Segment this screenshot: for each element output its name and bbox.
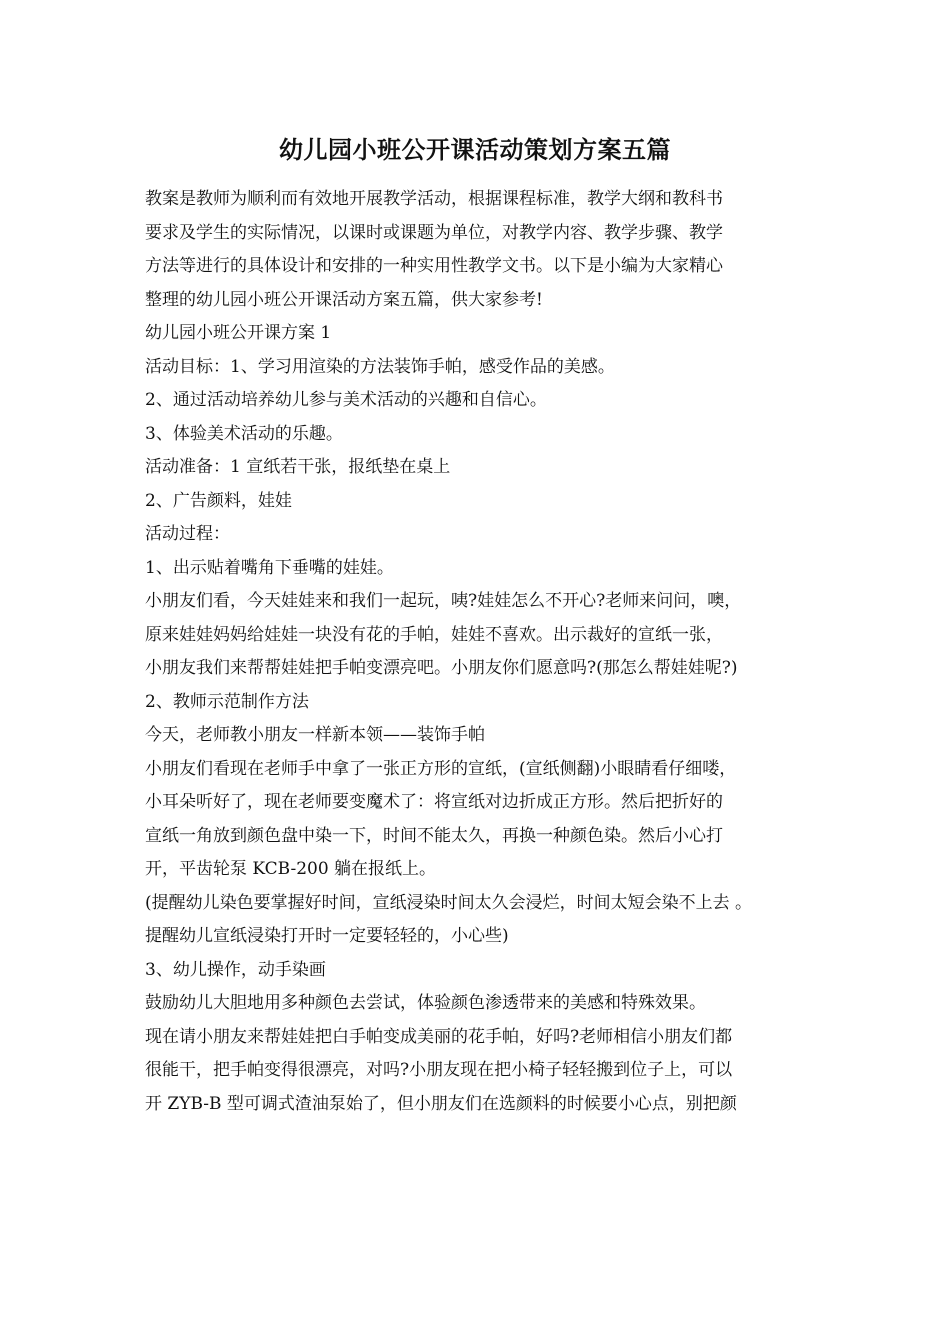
text-line: 活动准备：1 宣纸若干张，报纸垫在桌上 xyxy=(145,457,451,477)
text-line: (提醒幼儿染色要掌握好时间，宣纸浸染时间太久会浸烂，时间太短会染不上去 。 xyxy=(145,892,753,913)
text-line: 活动目标：1、学习用渲染的方法装饰手帕，感受作品的美感。 xyxy=(145,356,615,377)
text-line: 2、通过活动培养幼儿参与美术活动的兴趣和自信心。 xyxy=(145,390,547,410)
text-line: 教案是教师为顺利而有效地开展教学活动，根据课程标准，教学大纲和教科书 xyxy=(145,189,723,209)
text-line: 提醒幼儿宣纸浸染打开时一定要轻轻的，小心些) xyxy=(145,926,509,946)
text-line: 2、教师示范制作方法 xyxy=(145,691,309,712)
text-line: 原来娃娃妈妈给娃娃一块没有花的手帕，娃娃不喜欢。出示裁好的宣纸一张， xyxy=(145,624,723,645)
text-line: 2、广告颜料，娃娃 xyxy=(145,490,292,511)
text-line: 方法等进行的具体设计和安排的一种实用性教学文书。以下是小编为大家精心 xyxy=(145,256,723,276)
text-line: 小朋友们看，今天娃娃来和我们一起玩，咦?娃娃怎么不开心?老师来问问，噢， xyxy=(145,591,742,611)
text-line: 开 ZYB-B 型可调式渣油泵始了，但小朋友们在选颜料的时候要小心点，别把颜 xyxy=(145,1093,737,1114)
text-line: 3、幼儿操作，动手染画 xyxy=(145,959,326,980)
text-line: 很能干，把手帕变得很漂亮，对吗?小朋友现在把小椅子轻轻搬到位子上，可以 xyxy=(145,1060,733,1080)
text-line: 现在请小朋友来帮娃娃把白手帕变成美丽的花手帕，好吗?老师相信小朋友们都 xyxy=(145,1026,733,1047)
text-line: 小耳朵听好了，现在老师要变魔术了：将宣纸对边折成正方形。然后把折好的 xyxy=(145,792,723,812)
text-line: 小朋友我们来帮帮娃娃把手帕变漂亮吧。小朋友你们愿意吗?(那怎么帮娃娃呢?) xyxy=(145,658,738,678)
text-line: 幼儿园小班公开课方案 1 xyxy=(145,323,332,343)
text-line: 活动过程： xyxy=(145,524,230,544)
document-body xyxy=(145,183,821,1121)
text-line: 1、出示贴着嘴角下垂嘴的娃娃。 xyxy=(145,557,394,578)
text-line: 3、体验美术活动的乐趣。 xyxy=(145,423,343,444)
document-title: 幼儿园小班公开课活动策划方案五篇 xyxy=(279,135,671,164)
text-line: 整理的幼儿园小班公开课活动方案五篇，供大家参考! xyxy=(145,289,543,310)
text-line: 要求及学生的实际情况，以课时或课题为单位，对教学内容、教学步骤、教学 xyxy=(145,222,723,243)
text-line: 今天，老师教小朋友一样新本领——装饰手帕 xyxy=(145,725,485,745)
text-line: 开，平齿轮泵 KCB-200 躺在报纸上。 xyxy=(145,859,437,879)
text-line: 宣纸一角放到颜色盘中染一下，时间不能太久，再换一种颜色染。然后小心打 xyxy=(145,825,723,846)
text-line: 鼓励幼儿大胆地用多种颜色去尝试，体验颜色渗透带来的美感和特殊效果。 xyxy=(145,993,706,1013)
text-line: 小朋友们看现在老师手中拿了一张正方形的宣纸，(宣纸侧翻)小眼睛看仔细喽， xyxy=(145,758,737,779)
